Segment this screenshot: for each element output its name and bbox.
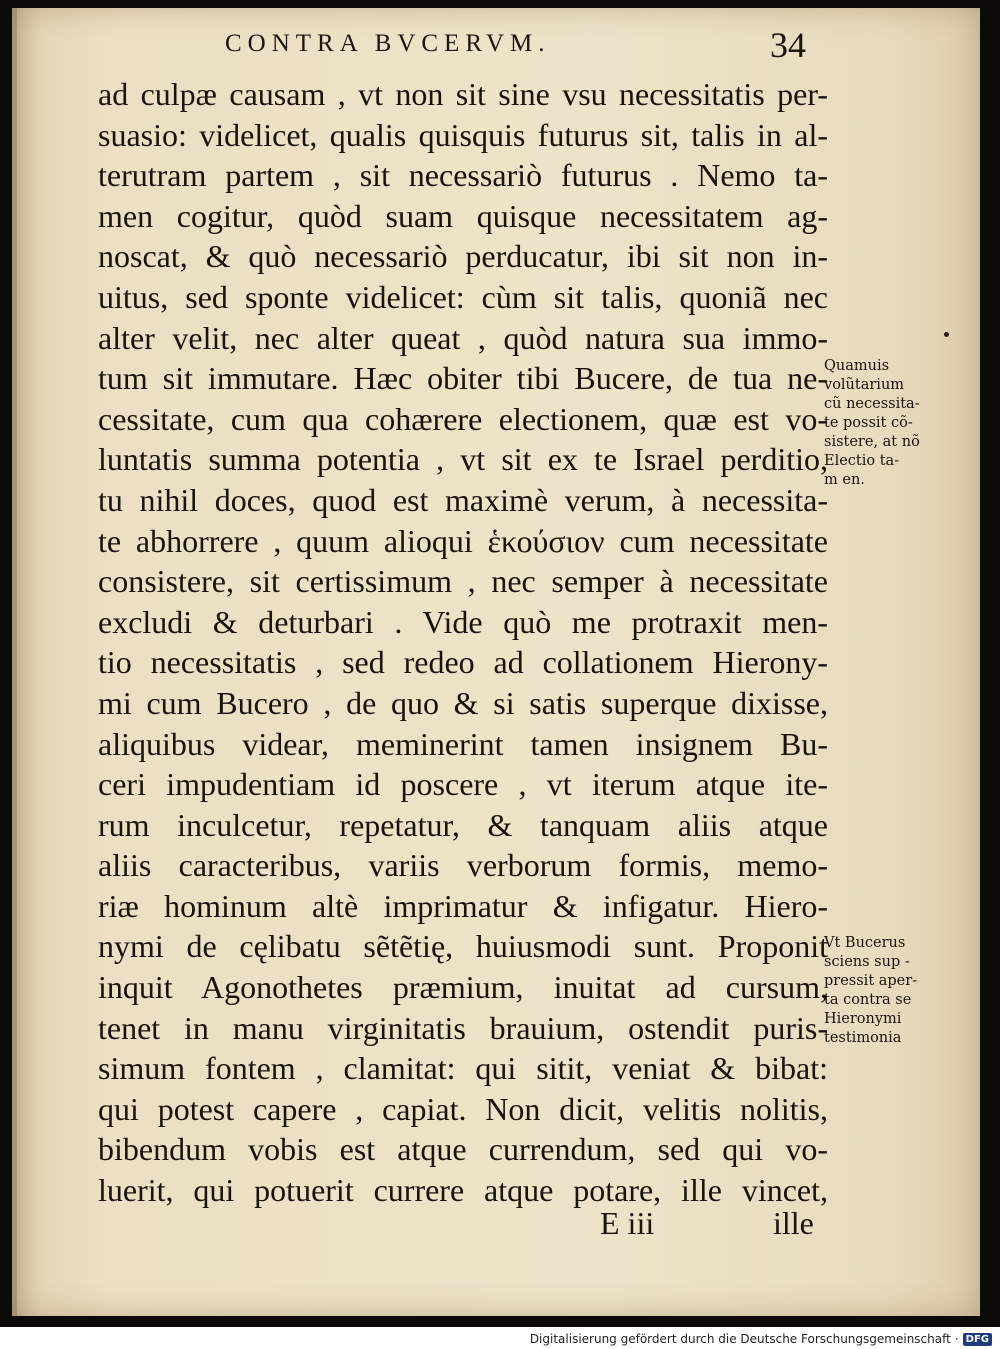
text-line: nymi de cęlibatu sẽtẽtię, huiusmodi sunt. Proponit (98, 928, 828, 965)
marginal-note-line: testimonia (824, 1030, 902, 1046)
text-line: tenet in manu virginitatis brauium, ostendit puris- (98, 1009, 828, 1046)
marginal-note-line: pressit aper- (824, 973, 918, 989)
credit-text: Digitalisierung gefördert durch die Deutsche Forschungsgemeinschaft (529, 1332, 951, 1346)
text-line: tum sit immutare. Hæc obiter tibi Bucere, de tua ne- (98, 360, 828, 397)
text-line: alter velit, nec alter queat , quòd natura sua immo- (98, 319, 828, 356)
text-line: inquit Agonothetes præmium, inuitat ad cursum, (98, 969, 828, 1006)
text-line: cessitate, cum qua cohærere electionem, quæ est vo- (98, 400, 828, 437)
text-line: luntatis summa potentia , vt sit ex te Israel perditio, (98, 441, 828, 478)
text-line: consistere, sit certissimum , nec semper à necessitate (98, 563, 828, 600)
ink-speck (944, 332, 949, 337)
text-line: riæ hominum altè imprimatur & infigatur. Hiero- (98, 887, 828, 924)
marginal-note-line: volũtarium (824, 377, 905, 393)
text-line: ceri impudentiam id poscere , vt iterum atque ite- (98, 766, 828, 803)
marginal-note-line: Hieronymi (824, 1011, 902, 1027)
text-line: qui potest capere , capiat. Non dicit, velitis nolitis, (98, 1090, 828, 1127)
dfg-logo-icon[interactable]: DFG (963, 1333, 992, 1346)
marginal-note (824, 357, 976, 490)
running-head: CONTRA BVCERVM. (225, 30, 551, 57)
marginal-note-line: sistere, at nõ (824, 434, 920, 450)
text-line: aliis caracteribus, variis verborum formis, memo- (98, 847, 828, 884)
catchword: ille (773, 1205, 814, 1241)
text-line: noscat, & quò necessariò perducatur, ibi sit non in- (98, 238, 828, 275)
text-line: men cogitur, quòd suam quisque necessitatem ag- (98, 197, 828, 234)
text-line: aliquibus videar, meminerint tamen insignem Bu- (98, 725, 828, 762)
text-line: uitus, sed sponte videlicet: cùm sit talis, quoniã nec (98, 278, 828, 315)
marginal-note-line: cũ necessita- (824, 396, 920, 412)
text-line: terutram partem , sit necessariò futurus . Nemo ta- (98, 157, 828, 194)
text-line: suasio: videlicet, qualis quisquis futurus sit, talis in al- (98, 116, 828, 153)
marginal-note-line: m en. (824, 472, 865, 488)
text-line: bibendum vobis est atque currendum, sed qui vo- (98, 1131, 828, 1168)
text-line: tio necessitatis , sed redeo ad collationem Hierony- (98, 644, 828, 681)
text-line: ad culpæ causam , vt non sit sine vsu necessitatis per- (98, 76, 828, 112)
credit-separator: · (954, 1332, 959, 1346)
body-text (98, 74, 828, 1211)
text-line: luerit, qui potuerit currere atque potare, ille vincet, (98, 1172, 828, 1209)
page-number: 34 (770, 25, 806, 65)
text-line: excludi & deturbari . Vide quò me protraxit men- (98, 603, 828, 640)
marginal-note (824, 934, 976, 1048)
marginal-note-line: ta contra se (824, 992, 912, 1008)
text-line: rum inculcetur, repetatur, & tanquam aliis atque (98, 806, 828, 843)
text-line: simum fontem , clamitat: qui sitit, veniat & bibat: (98, 1050, 828, 1087)
text-line: tu nihil doces, quod est maximè verum, à necessita- (98, 481, 828, 518)
page-gutter-shadow (12, 8, 17, 1316)
signature-mark: E iii (600, 1205, 655, 1241)
digitization-credit (530, 1332, 992, 1346)
marginal-note-line: sciens sup - (824, 954, 910, 970)
marginal-note-line: te possit cõ- (824, 415, 913, 431)
marginal-note-line: Vt Bucerus (824, 935, 906, 951)
marginal-note-line: Electio ta- (824, 453, 900, 469)
text-line: te abhorrere , quum alioqui ἑκούσιον cum necessitate (98, 522, 828, 559)
marginal-note-line: Quamuis (824, 358, 890, 374)
text-line: mi cum Bucero , de quo & si satis superque dixisse, (98, 684, 828, 721)
